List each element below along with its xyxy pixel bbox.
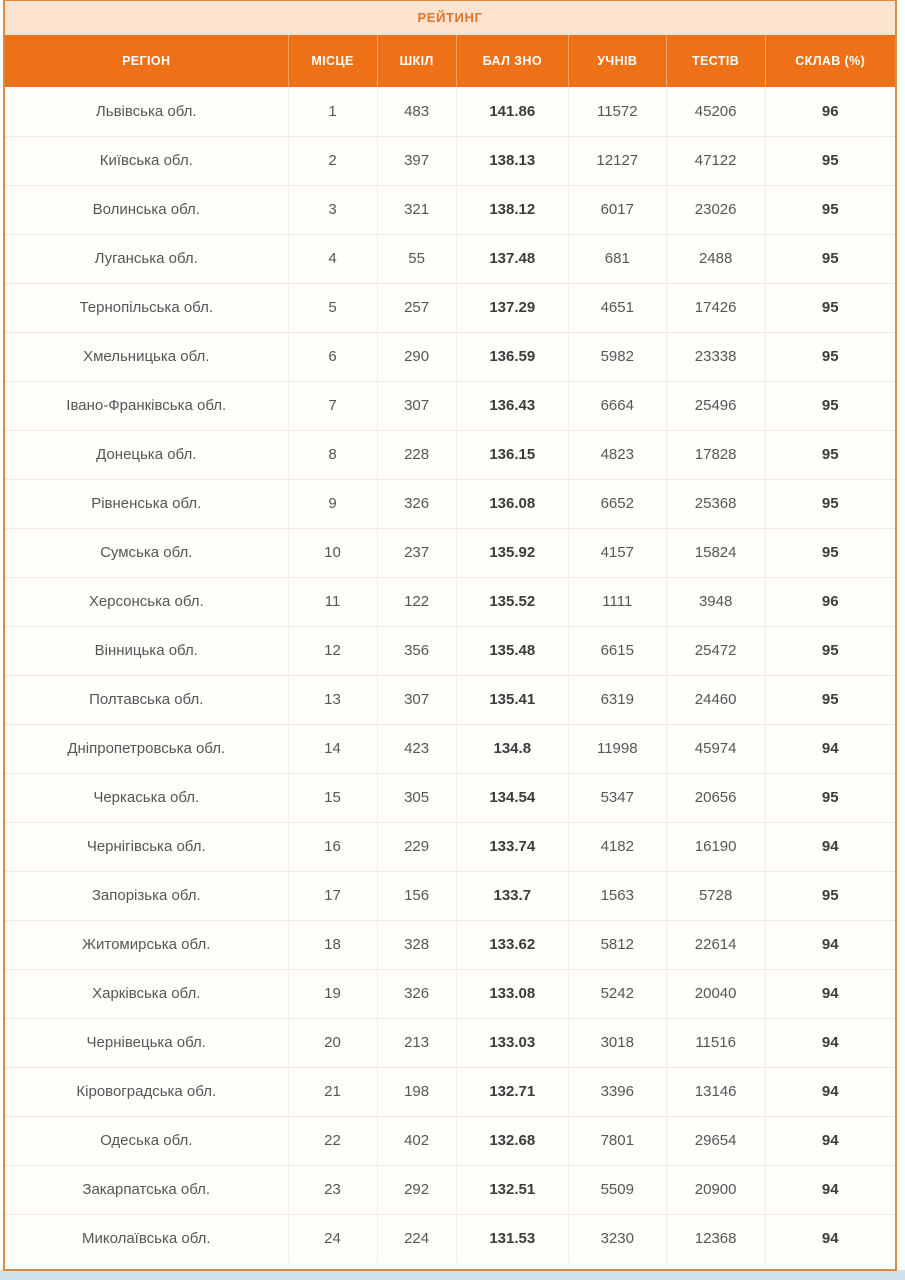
cell-place: 2 bbox=[288, 136, 377, 185]
cell-zno_score: 138.13 bbox=[456, 136, 568, 185]
column-header-passed_pct: СКЛАВ (%) bbox=[765, 35, 895, 87]
cell-students: 5982 bbox=[568, 332, 666, 381]
table-row bbox=[5, 528, 895, 577]
cell-tests: 25368 bbox=[666, 479, 765, 528]
cell-place: 24 bbox=[288, 1214, 377, 1263]
cell-zno_score: 137.48 bbox=[456, 234, 568, 283]
cell-students: 3230 bbox=[568, 1214, 666, 1263]
cell-region: Сумська обл. bbox=[5, 528, 288, 577]
cell-schools: 257 bbox=[377, 283, 456, 332]
table-row bbox=[5, 234, 895, 283]
cell-place: 13 bbox=[288, 675, 377, 724]
cell-place: 14 bbox=[288, 724, 377, 773]
cell-students: 6652 bbox=[568, 479, 666, 528]
cell-schools: 198 bbox=[377, 1067, 456, 1116]
cell-schools: 305 bbox=[377, 773, 456, 822]
cell-passed_pct: 95 bbox=[765, 381, 895, 430]
cell-passed_pct: 95 bbox=[765, 626, 895, 675]
cell-students: 6615 bbox=[568, 626, 666, 675]
cell-region: Херсонська обл. bbox=[5, 577, 288, 626]
cell-passed_pct: 94 bbox=[765, 1214, 895, 1263]
cell-passed_pct: 95 bbox=[765, 430, 895, 479]
cell-passed_pct: 94 bbox=[765, 1165, 895, 1214]
cell-students: 3018 bbox=[568, 1018, 666, 1067]
cell-passed_pct: 95 bbox=[765, 871, 895, 920]
column-header-place: МІСЦЕ bbox=[288, 35, 377, 87]
cell-passed_pct: 95 bbox=[765, 675, 895, 724]
cell-students: 5509 bbox=[568, 1165, 666, 1214]
cell-students: 6017 bbox=[568, 185, 666, 234]
column-header-zno_score: БАЛ ЗНО bbox=[456, 35, 568, 87]
cell-zno_score: 133.74 bbox=[456, 822, 568, 871]
cell-region: Донецька обл. bbox=[5, 430, 288, 479]
cell-schools: 307 bbox=[377, 675, 456, 724]
cell-region: Чернігівська обл. bbox=[5, 822, 288, 871]
cell-tests: 3948 bbox=[666, 577, 765, 626]
cell-tests: 2488 bbox=[666, 234, 765, 283]
cell-region: Хмельницька обл. bbox=[5, 332, 288, 381]
cell-tests: 15824 bbox=[666, 528, 765, 577]
cell-place: 16 bbox=[288, 822, 377, 871]
cell-region: Запорізька обл. bbox=[5, 871, 288, 920]
cell-place: 17 bbox=[288, 871, 377, 920]
cell-schools: 483 bbox=[377, 87, 456, 136]
cell-zno_score: 132.68 bbox=[456, 1116, 568, 1165]
cell-place: 4 bbox=[288, 234, 377, 283]
cell-zno_score: 131.53 bbox=[456, 1214, 568, 1263]
cell-tests: 16190 bbox=[666, 822, 765, 871]
table-row bbox=[5, 920, 895, 969]
cell-place: 9 bbox=[288, 479, 377, 528]
cell-region: Харківська обл. bbox=[5, 969, 288, 1018]
cell-region: Вінницька обл. bbox=[5, 626, 288, 675]
cell-tests: 12368 bbox=[666, 1214, 765, 1263]
cell-schools: 290 bbox=[377, 332, 456, 381]
cell-region: Закарпатська обл. bbox=[5, 1165, 288, 1214]
cell-zno_score: 134.54 bbox=[456, 773, 568, 822]
cell-zno_score: 141.86 bbox=[456, 87, 568, 136]
cell-students: 6664 bbox=[568, 381, 666, 430]
cell-region: Одеська обл. bbox=[5, 1116, 288, 1165]
cell-place: 21 bbox=[288, 1067, 377, 1116]
cell-zno_score: 133.08 bbox=[456, 969, 568, 1018]
cell-tests: 45974 bbox=[666, 724, 765, 773]
cell-tests: 20656 bbox=[666, 773, 765, 822]
rating-table bbox=[5, 35, 895, 1263]
cell-tests: 5728 bbox=[666, 871, 765, 920]
cell-schools: 423 bbox=[377, 724, 456, 773]
cell-place: 8 bbox=[288, 430, 377, 479]
cell-tests: 17426 bbox=[666, 283, 765, 332]
cell-tests: 13146 bbox=[666, 1067, 765, 1116]
cell-tests: 25496 bbox=[666, 381, 765, 430]
cell-zno_score: 135.52 bbox=[456, 577, 568, 626]
table-row bbox=[5, 822, 895, 871]
cell-schools: 237 bbox=[377, 528, 456, 577]
cell-students: 681 bbox=[568, 234, 666, 283]
cell-zno_score: 137.29 bbox=[456, 283, 568, 332]
cell-passed_pct: 95 bbox=[765, 185, 895, 234]
cell-zno_score: 133.62 bbox=[456, 920, 568, 969]
cell-schools: 402 bbox=[377, 1116, 456, 1165]
cell-region: Тернопільська обл. bbox=[5, 283, 288, 332]
cell-students: 11572 bbox=[568, 87, 666, 136]
cell-place: 10 bbox=[288, 528, 377, 577]
cell-zno_score: 133.7 bbox=[456, 871, 568, 920]
cell-region: Рівненська обл. bbox=[5, 479, 288, 528]
cell-schools: 307 bbox=[377, 381, 456, 430]
cell-passed_pct: 95 bbox=[765, 528, 895, 577]
cell-tests: 23026 bbox=[666, 185, 765, 234]
cell-place: 22 bbox=[288, 1116, 377, 1165]
cell-passed_pct: 94 bbox=[765, 920, 895, 969]
cell-tests: 45206 bbox=[666, 87, 765, 136]
cell-region: Івано-Франківська обл. bbox=[5, 381, 288, 430]
table-row bbox=[5, 871, 895, 920]
cell-passed_pct: 95 bbox=[765, 479, 895, 528]
cell-place: 18 bbox=[288, 920, 377, 969]
cell-passed_pct: 94 bbox=[765, 724, 895, 773]
table-row bbox=[5, 724, 895, 773]
cell-tests: 47122 bbox=[666, 136, 765, 185]
cell-place: 6 bbox=[288, 332, 377, 381]
cell-place: 3 bbox=[288, 185, 377, 234]
cell-tests: 22614 bbox=[666, 920, 765, 969]
cell-place: 1 bbox=[288, 87, 377, 136]
cell-place: 11 bbox=[288, 577, 377, 626]
cell-region: Миколаївська обл. bbox=[5, 1214, 288, 1263]
table-row bbox=[5, 1116, 895, 1165]
cell-schools: 292 bbox=[377, 1165, 456, 1214]
cell-passed_pct: 95 bbox=[765, 136, 895, 185]
column-header-tests: ТЕСТІВ bbox=[666, 35, 765, 87]
table-row bbox=[5, 626, 895, 675]
cell-zno_score: 136.08 bbox=[456, 479, 568, 528]
cell-tests: 25472 bbox=[666, 626, 765, 675]
cell-students: 5812 bbox=[568, 920, 666, 969]
table-row bbox=[5, 1018, 895, 1067]
cell-students: 3396 bbox=[568, 1067, 666, 1116]
cell-region: Волинська обл. bbox=[5, 185, 288, 234]
cell-schools: 229 bbox=[377, 822, 456, 871]
cell-passed_pct: 95 bbox=[765, 234, 895, 283]
cell-schools: 326 bbox=[377, 969, 456, 1018]
table-row bbox=[5, 1067, 895, 1116]
cell-students: 11998 bbox=[568, 724, 666, 773]
table-header-row bbox=[5, 35, 895, 87]
table-title: РЕЙТИНГ bbox=[5, 1, 895, 35]
cell-zno_score: 135.48 bbox=[456, 626, 568, 675]
table-row bbox=[5, 381, 895, 430]
cell-region: Кіровоградська обл. bbox=[5, 1067, 288, 1116]
cell-tests: 20900 bbox=[666, 1165, 765, 1214]
column-header-region: РЕГІОН bbox=[5, 35, 288, 87]
cell-place: 19 bbox=[288, 969, 377, 1018]
cell-tests: 24460 bbox=[666, 675, 765, 724]
cell-students: 1563 bbox=[568, 871, 666, 920]
cell-passed_pct: 94 bbox=[765, 822, 895, 871]
cell-students: 4823 bbox=[568, 430, 666, 479]
cell-passed_pct: 95 bbox=[765, 773, 895, 822]
cell-region: Львівська обл. bbox=[5, 87, 288, 136]
cell-schools: 122 bbox=[377, 577, 456, 626]
rating-table-card bbox=[3, 0, 897, 1271]
cell-schools: 328 bbox=[377, 920, 456, 969]
table-row bbox=[5, 675, 895, 724]
cell-schools: 213 bbox=[377, 1018, 456, 1067]
table-row bbox=[5, 430, 895, 479]
cell-zno_score: 138.12 bbox=[456, 185, 568, 234]
cell-zno_score: 135.41 bbox=[456, 675, 568, 724]
cell-schools: 326 bbox=[377, 479, 456, 528]
column-header-schools: ШКІЛ bbox=[377, 35, 456, 87]
cell-students: 12127 bbox=[568, 136, 666, 185]
cell-zno_score: 136.43 bbox=[456, 381, 568, 430]
cell-schools: 356 bbox=[377, 626, 456, 675]
cell-students: 4157 bbox=[568, 528, 666, 577]
cell-schools: 224 bbox=[377, 1214, 456, 1263]
cell-tests: 20040 bbox=[666, 969, 765, 1018]
cell-passed_pct: 94 bbox=[765, 1067, 895, 1116]
table-row bbox=[5, 283, 895, 332]
cell-region: Київська обл. bbox=[5, 136, 288, 185]
table-row bbox=[5, 87, 895, 136]
cell-passed_pct: 96 bbox=[765, 577, 895, 626]
cell-students: 1111 bbox=[568, 577, 666, 626]
cell-schools: 397 bbox=[377, 136, 456, 185]
cell-zno_score: 133.03 bbox=[456, 1018, 568, 1067]
cell-region: Луганська обл. bbox=[5, 234, 288, 283]
cell-passed_pct: 94 bbox=[765, 1018, 895, 1067]
cell-passed_pct: 94 bbox=[765, 969, 895, 1018]
cell-zno_score: 132.51 bbox=[456, 1165, 568, 1214]
cell-schools: 321 bbox=[377, 185, 456, 234]
cell-passed_pct: 94 bbox=[765, 1116, 895, 1165]
cell-students: 7801 bbox=[568, 1116, 666, 1165]
cell-place: 7 bbox=[288, 381, 377, 430]
cell-tests: 17828 bbox=[666, 430, 765, 479]
cell-region: Чернівецька обл. bbox=[5, 1018, 288, 1067]
cell-schools: 228 bbox=[377, 430, 456, 479]
table-row bbox=[5, 479, 895, 528]
cell-place: 5 bbox=[288, 283, 377, 332]
cell-passed_pct: 95 bbox=[765, 283, 895, 332]
table-row bbox=[5, 969, 895, 1018]
cell-tests: 29654 bbox=[666, 1116, 765, 1165]
table-row bbox=[5, 1165, 895, 1214]
cell-place: 23 bbox=[288, 1165, 377, 1214]
cell-students: 5242 bbox=[568, 969, 666, 1018]
cell-schools: 55 bbox=[377, 234, 456, 283]
cell-region: Житомирська обл. bbox=[5, 920, 288, 969]
table-row bbox=[5, 185, 895, 234]
cell-zno_score: 134.8 bbox=[456, 724, 568, 773]
cell-region: Полтавська обл. bbox=[5, 675, 288, 724]
table-row bbox=[5, 773, 895, 822]
cell-zno_score: 136.15 bbox=[456, 430, 568, 479]
cell-students: 5347 bbox=[568, 773, 666, 822]
table-row bbox=[5, 136, 895, 185]
table-row bbox=[5, 1214, 895, 1263]
cell-tests: 11516 bbox=[666, 1018, 765, 1067]
page-background-strip bbox=[0, 1270, 905, 1280]
cell-zno_score: 135.92 bbox=[456, 528, 568, 577]
cell-place: 12 bbox=[288, 626, 377, 675]
cell-place: 20 bbox=[288, 1018, 377, 1067]
table-row bbox=[5, 332, 895, 381]
cell-place: 15 bbox=[288, 773, 377, 822]
cell-region: Дніпропетровська обл. bbox=[5, 724, 288, 773]
cell-passed_pct: 96 bbox=[765, 87, 895, 136]
cell-zno_score: 132.71 bbox=[456, 1067, 568, 1116]
cell-schools: 156 bbox=[377, 871, 456, 920]
cell-passed_pct: 95 bbox=[765, 332, 895, 381]
cell-region: Черкаська обл. bbox=[5, 773, 288, 822]
column-header-students: УЧНІВ bbox=[568, 35, 666, 87]
table-row bbox=[5, 577, 895, 626]
cell-students: 4651 bbox=[568, 283, 666, 332]
cell-students: 6319 bbox=[568, 675, 666, 724]
cell-tests: 23338 bbox=[666, 332, 765, 381]
cell-zno_score: 136.59 bbox=[456, 332, 568, 381]
cell-students: 4182 bbox=[568, 822, 666, 871]
